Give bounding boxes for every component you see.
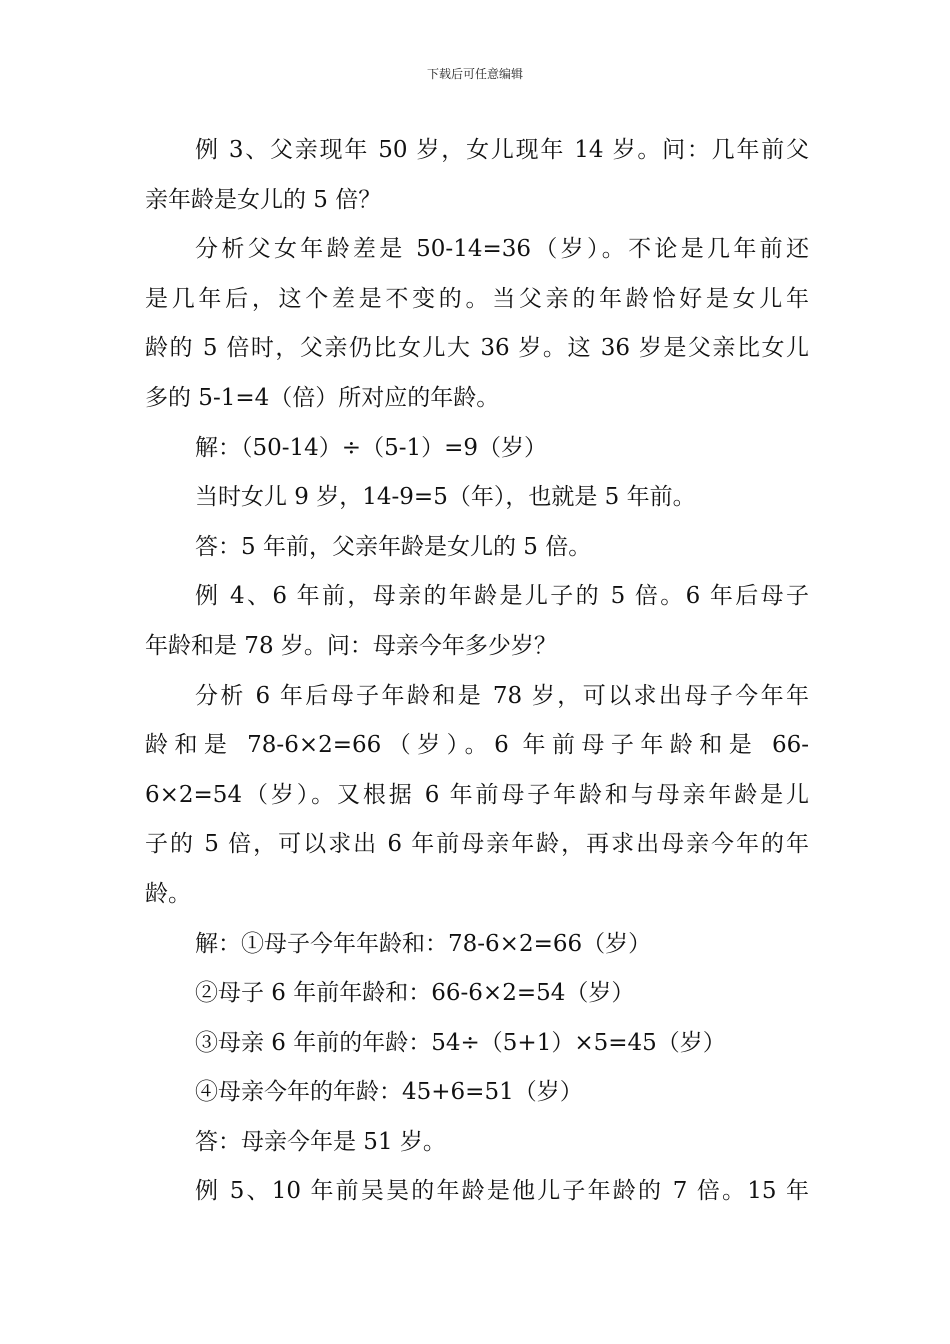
text-line: 龄和是 78-6×2=66（岁）。6 年前母子年龄和是 66- <box>145 732 809 759</box>
text-line: ③母亲 6 年前的年龄：54÷（5+1）×5=45（岁） <box>195 1029 726 1056</box>
text-line: ②母子 6 年前年龄和：66-6×2=54（岁） <box>195 980 635 1007</box>
page-header: 下载后可任意编辑 <box>426 67 523 81</box>
text-line: 答：5 年前，父亲年龄是女儿的 5 倍。 <box>195 533 592 560</box>
text-line: 多的 5-1=4（倍）所对应的年龄。 <box>145 384 500 411</box>
text-line: 例 3、父亲现年 50 岁，女儿现年 14 岁。问：几年前父 <box>195 137 809 163</box>
text-line: 子的 5 倍，可以求出 6 年前母亲年龄，再求出母亲今年的年 <box>145 831 809 858</box>
text-line: 解：（50-14）÷（5-1）=9（岁） <box>195 434 548 461</box>
text-line: 龄的 5 倍时，父亲仍比女儿大 36 岁。这 36 岁是父亲比女儿 <box>145 335 809 362</box>
text-line: 分析父女年龄差是 50-14=36（岁）。不论是几年前还 <box>195 236 809 263</box>
text-line: 龄。 <box>145 880 191 907</box>
text-line: 当时女儿 9 岁，14-9=5（年），也就是 5 年前。 <box>195 484 696 511</box>
text-line: 例 4、6 年前，母亲的年龄是儿子的 5 倍。6 年后母子 <box>195 583 809 610</box>
text-line: 分析 6 年后母子年龄和是 78 岁，可以求出母子今年年 <box>195 682 809 709</box>
text-line: 亲年龄是女儿的 5 倍？ <box>145 186 382 213</box>
text-line: 答：母亲今年是 51 岁。 <box>195 1128 446 1155</box>
text-line: 年龄和是 78 岁。问：母亲今年多少岁？ <box>145 632 557 659</box>
text-line: ④母亲今年的年龄：45+6=51（岁） <box>195 1079 583 1106</box>
text-line: 是几年后，这个差是不变的。当父亲的年龄恰好是女儿年 <box>145 285 809 312</box>
document-body <box>145 126 809 1217</box>
text-line: 例 5、10 年前吴昊的年龄是他儿子年龄的 7 倍。15 年 <box>195 1178 809 1205</box>
text-line: 解：①母子今年年龄和：78-6×2=66（岁） <box>195 930 652 957</box>
text-line: 6×2=54（岁）。又根据 6 年前母子年龄和与母亲年龄是儿 <box>145 781 809 808</box>
